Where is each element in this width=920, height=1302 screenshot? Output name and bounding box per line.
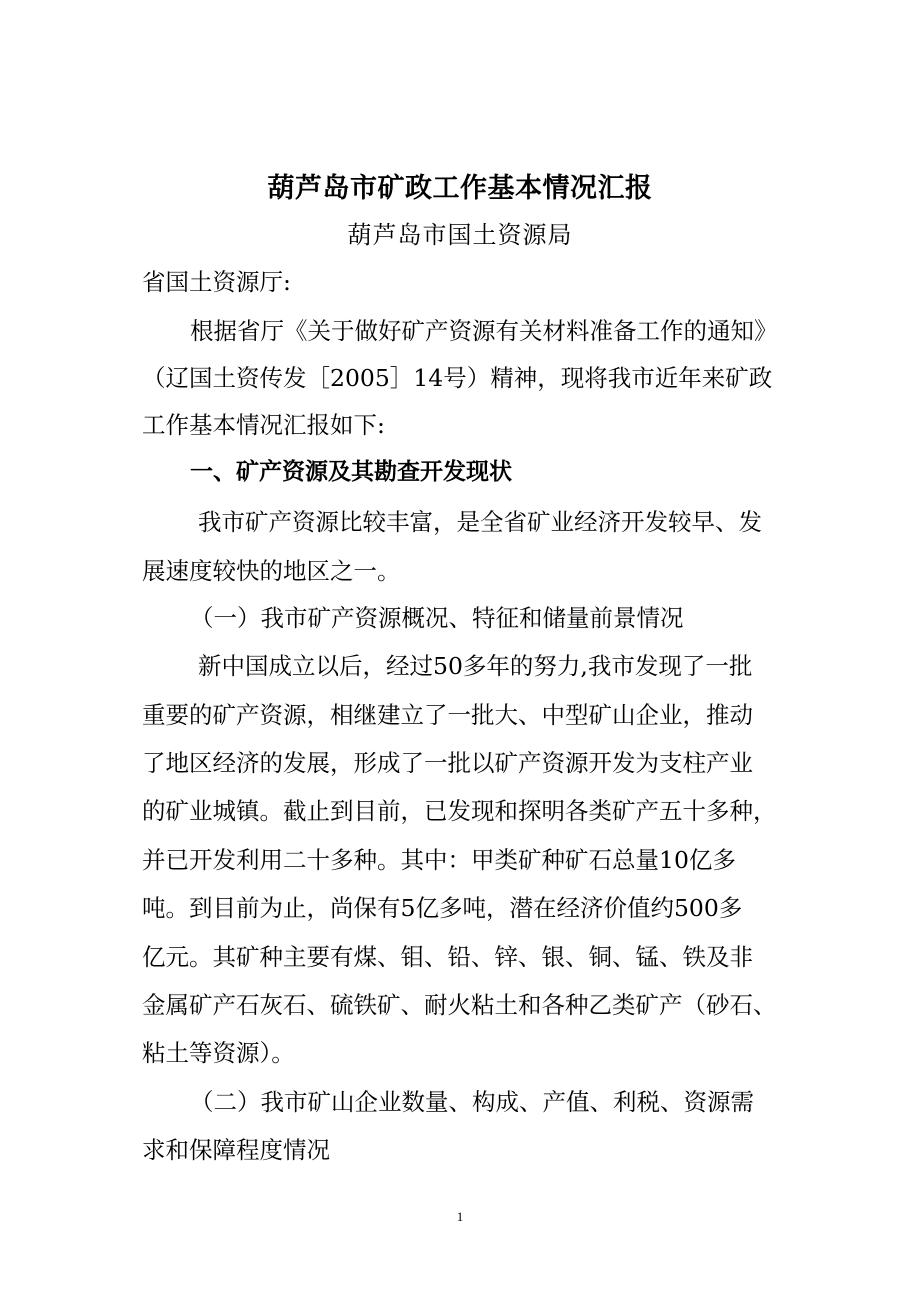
paragraph-line: 粘土等资源）。	[142, 1039, 295, 1067]
page-number: 1	[456, 1209, 464, 1224]
paragraph-line: 展速度较快的地区之一。	[142, 557, 401, 585]
paragraph-line: 亿元。其矿种主要有煤、钼、铅、锌、银、铜、锰、铁及非	[142, 943, 753, 971]
paragraph-line: （辽国土资传发［2005］14号）精神，现将我市近年来矿政	[142, 364, 773, 392]
paragraph-line: 金属矿产石灰石、硫铁矿、耐火粘土和各种乙类矿产（砂石、	[142, 991, 777, 1019]
paragraph-line: 吨。到目前为止，尚保有5亿多吨，潜在经济价值约500多	[142, 894, 743, 922]
subsection-heading: （二）我市矿山企业数量、构成、产值、利税、资源需	[190, 1088, 754, 1116]
paragraph-line: 求和保障程度情况	[142, 1136, 330, 1164]
paragraph-line: 新中国成立以后，经过50多年的努力,我市发现了一批	[198, 652, 753, 680]
paragraph-line: 工作基本情况汇报如下:	[142, 411, 385, 439]
paragraph-line: 的矿业城镇。截止到目前，已发现和探明各类矿产五十多种，	[142, 797, 777, 825]
paragraph-line: 我市矿产资源比较丰富，是全省矿业经济开发较早、发	[198, 508, 762, 536]
section-heading: 一、矿产资源及其勘查开发现状	[190, 459, 512, 485]
document-author: 葫芦岛市国土资源局	[347, 221, 573, 249]
subsection-heading: （一）我市矿产资源概况、特征和储量前景情况	[190, 604, 684, 632]
document-title: 葫芦岛市矿政工作基本情况汇报	[267, 173, 653, 204]
paragraph-line: 根据省厅《关于做好矿产资源有关材料准备工作的通知》	[190, 317, 778, 345]
paragraph-line: 了地区经济的发展，形成了一批以矿产资源开发为支柱产业	[142, 749, 753, 777]
salutation: 省国土资源厅:	[142, 268, 291, 296]
paragraph-line: 重要的矿产资源，相继建立了一批大、中型矿山企业，推动	[142, 701, 753, 729]
paragraph-line: 并已开发利用二十多种。其中：甲类矿种矿石总量10亿多	[142, 846, 736, 874]
